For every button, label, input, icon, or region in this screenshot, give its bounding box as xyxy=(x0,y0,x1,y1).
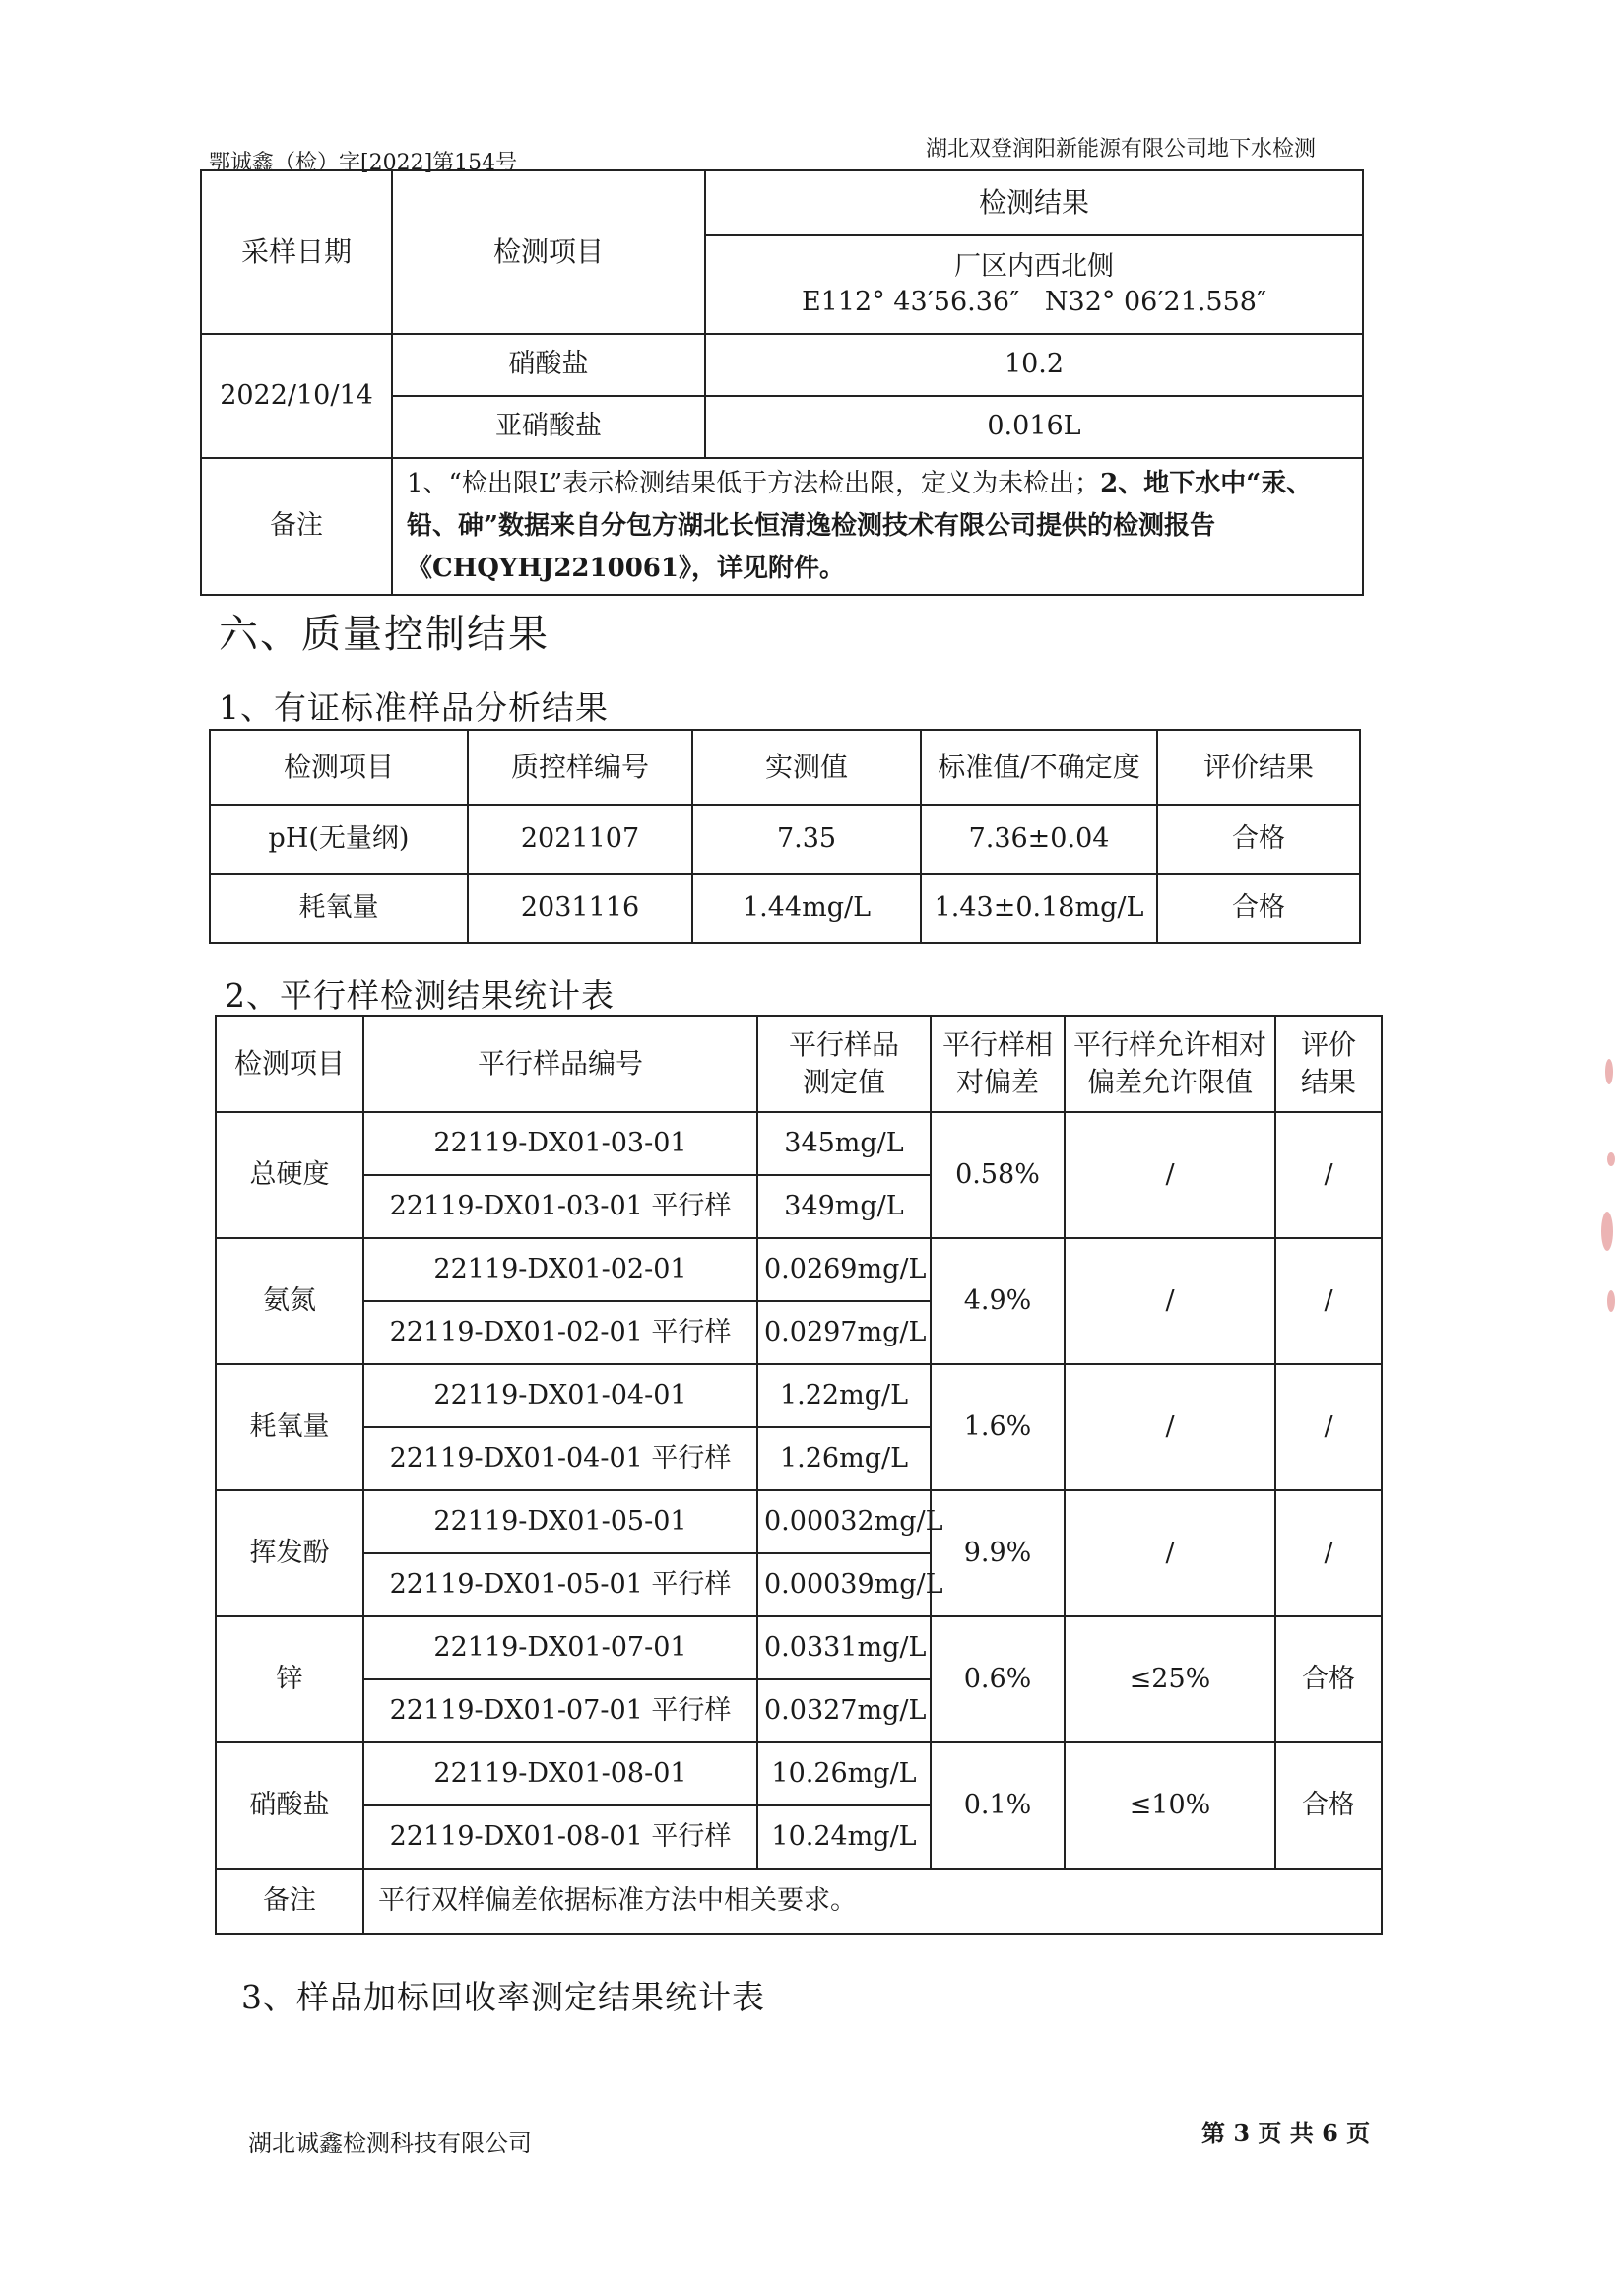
table-row xyxy=(216,1238,1382,1301)
col-header: 检测项目 xyxy=(210,730,468,805)
col-header-value xyxy=(757,1016,931,1112)
report-title: 湖北双登润阳新能源有限公司地下水检测 xyxy=(926,137,1317,162)
sample-value: 349mg/L xyxy=(757,1175,931,1238)
stamp-mark xyxy=(1601,1212,1613,1251)
item-value: 10.2 xyxy=(705,334,1363,396)
sample-id: 22119-DX01-08-01 xyxy=(363,1742,757,1805)
results-table xyxy=(200,169,1364,596)
table-row xyxy=(216,1364,1382,1427)
remark-text: 平行双样偏差依据标准方法中相关要求。 xyxy=(363,1869,1382,1934)
sample-value: 0.0327mg/L xyxy=(757,1679,931,1742)
col-header-item: 检测项目 xyxy=(216,1016,363,1112)
evaluation: 合格 xyxy=(1275,1742,1382,1869)
relative-deviation: 9.9% xyxy=(931,1490,1065,1616)
cell: 1.44mg/L xyxy=(692,874,921,943)
allowed-limit: / xyxy=(1065,1364,1275,1490)
cell: 耗氧量 xyxy=(210,874,468,943)
header-line: 平行样品 xyxy=(788,1028,899,1062)
remark-label: 备注 xyxy=(201,458,392,595)
relative-deviation: 0.1% xyxy=(931,1742,1065,1869)
sample-id: 22119-DX01-05-01 平行样 xyxy=(363,1553,757,1616)
header-line: 测定值 xyxy=(802,1066,885,1098)
remark-part-2: 2、地下水中“汞、铅、砷”数据来自分包方湖北长恒清逸检测技术有限公司提供的检测报告《CHQYHJ2210061》，详见附件。 xyxy=(407,469,1313,583)
sample-value: 0.0297mg/L xyxy=(757,1301,931,1364)
table-row xyxy=(216,1112,1382,1175)
cell: 合格 xyxy=(1157,805,1360,874)
sample-id: 22119-DX01-04-01 xyxy=(363,1364,757,1427)
allowed-limit: / xyxy=(1065,1112,1275,1238)
col-header: 质控样编号 xyxy=(468,730,692,805)
col-header: 标准值/不确定度 xyxy=(921,730,1157,805)
cell: 7.36±0.04 xyxy=(921,805,1157,874)
cell: pH(无量纲) xyxy=(210,805,468,874)
subsection-title-1: 1、有证标准样品分析结果 xyxy=(219,689,609,727)
sampling-date: 2022/10/14 xyxy=(201,334,392,458)
header-line: 平行样允许相对 xyxy=(1072,1028,1266,1062)
header-line: 偏差允许限值 xyxy=(1086,1066,1253,1098)
evaluation: / xyxy=(1275,1364,1382,1490)
group-item: 硝酸盐 xyxy=(216,1742,363,1869)
sample-id: 22119-DX01-03-01 xyxy=(363,1112,757,1175)
col-header-limit xyxy=(1065,1016,1275,1112)
allowed-limit: ≤10% xyxy=(1065,1742,1275,1869)
cell: 1.43±0.18mg/L xyxy=(921,874,1157,943)
sample-value: 0.0269mg/L xyxy=(757,1238,931,1301)
evaluation: 合格 xyxy=(1275,1616,1382,1742)
sample-id: 22119-DX01-07-01 平行样 xyxy=(363,1679,757,1742)
cell: 合格 xyxy=(1157,874,1360,943)
allowed-limit: ≤25% xyxy=(1065,1616,1275,1742)
allowed-limit: / xyxy=(1065,1490,1275,1616)
item-name: 亚硝酸盐 xyxy=(392,396,705,458)
table-row xyxy=(216,1490,1382,1553)
parallel-sample-table xyxy=(215,1015,1383,1935)
col-header-sample: 平行样品编号 xyxy=(363,1016,757,1112)
relative-deviation: 1.6% xyxy=(931,1364,1065,1490)
sample-value: 0.00032mg/L xyxy=(757,1490,931,1553)
item-value: 0.016L xyxy=(705,396,1363,458)
relative-deviation: 0.58% xyxy=(931,1112,1065,1238)
subsection-title-2: 2、平行样检测结果统计表 xyxy=(225,976,615,1015)
location-coordinates: E112° 43′56.36″ N32° 06′21.558″ xyxy=(801,287,1267,317)
group-item: 锌 xyxy=(216,1616,363,1742)
allowed-limit: / xyxy=(1065,1238,1275,1364)
page-number: 第 3 页 共 6 页 xyxy=(1201,2119,1371,2147)
item-name: 硝酸盐 xyxy=(392,334,705,396)
col-header: 实测值 xyxy=(692,730,921,805)
sample-id: 22119-DX01-02-01 xyxy=(363,1238,757,1301)
header-line: 结果 xyxy=(1300,1066,1356,1098)
header-line: 评价 xyxy=(1300,1028,1356,1062)
sample-value: 10.26mg/L xyxy=(757,1742,931,1805)
table-row xyxy=(210,874,1360,943)
table-row xyxy=(210,805,1360,874)
group-item: 耗氧量 xyxy=(216,1364,363,1490)
group-item: 挥发酚 xyxy=(216,1490,363,1616)
stamp-mark xyxy=(1605,1059,1613,1084)
sample-value: 0.00039mg/L xyxy=(757,1553,931,1616)
sample-value: 1.26mg/L xyxy=(757,1427,931,1490)
header-test-result: 检测结果 xyxy=(705,170,1363,235)
sample-id: 22119-DX01-02-01 平行样 xyxy=(363,1301,757,1364)
sample-id: 22119-DX01-05-01 xyxy=(363,1490,757,1553)
group-item: 氨氮 xyxy=(216,1238,363,1364)
header-test-item: 检测项目 xyxy=(392,170,705,334)
stamp-mark xyxy=(1607,1152,1615,1166)
footer-company: 湖北诚鑫检测科技有限公司 xyxy=(248,2130,532,2157)
reference-sample-table xyxy=(209,729,1361,944)
col-header-eval xyxy=(1275,1016,1382,1112)
document-number: 鄂诚鑫（检）字[2022]第154号 xyxy=(209,151,518,175)
table-row xyxy=(216,1742,1382,1805)
header-line: 对偏差 xyxy=(955,1066,1039,1098)
sample-value: 1.22mg/L xyxy=(757,1364,931,1427)
section-title: 六、质量控制结果 xyxy=(219,612,550,657)
relative-deviation: 0.6% xyxy=(931,1616,1065,1742)
evaluation: / xyxy=(1275,1490,1382,1616)
sample-id: 22119-DX01-07-01 xyxy=(363,1616,757,1679)
sample-id: 22119-DX01-04-01 平行样 xyxy=(363,1427,757,1490)
sample-value: 10.24mg/L xyxy=(757,1805,931,1869)
evaluation: / xyxy=(1275,1112,1382,1238)
cell: 7.35 xyxy=(692,805,921,874)
remark-label: 备注 xyxy=(216,1869,363,1934)
remark-part-1: 1、“检出限L”表示检测结果低于方法检出限，定义为未检出； xyxy=(407,469,1101,498)
cell: 2031116 xyxy=(468,874,692,943)
sample-value: 0.0331mg/L xyxy=(757,1616,931,1679)
location-cell xyxy=(705,235,1363,334)
sample-id: 22119-DX01-08-01 平行样 xyxy=(363,1805,757,1869)
sample-id: 22119-DX01-03-01 平行样 xyxy=(363,1175,757,1238)
header-line: 平行样相 xyxy=(941,1028,1053,1062)
evaluation: / xyxy=(1275,1238,1382,1364)
relative-deviation: 4.9% xyxy=(931,1238,1065,1364)
col-header-deviation xyxy=(931,1016,1065,1112)
group-item: 总硬度 xyxy=(216,1112,363,1238)
sample-value: 345mg/L xyxy=(757,1112,931,1175)
subsection-title-3: 3、样品加标回收率测定结果统计表 xyxy=(241,1978,765,2016)
header-sampling-date: 采样日期 xyxy=(201,170,392,334)
stamp-mark xyxy=(1607,1290,1615,1312)
location-name: 厂区内西北侧 xyxy=(954,250,1114,282)
remark-text xyxy=(392,458,1363,595)
col-header: 评价结果 xyxy=(1157,730,1360,805)
cell: 2021107 xyxy=(468,805,692,874)
table-row xyxy=(216,1616,1382,1679)
